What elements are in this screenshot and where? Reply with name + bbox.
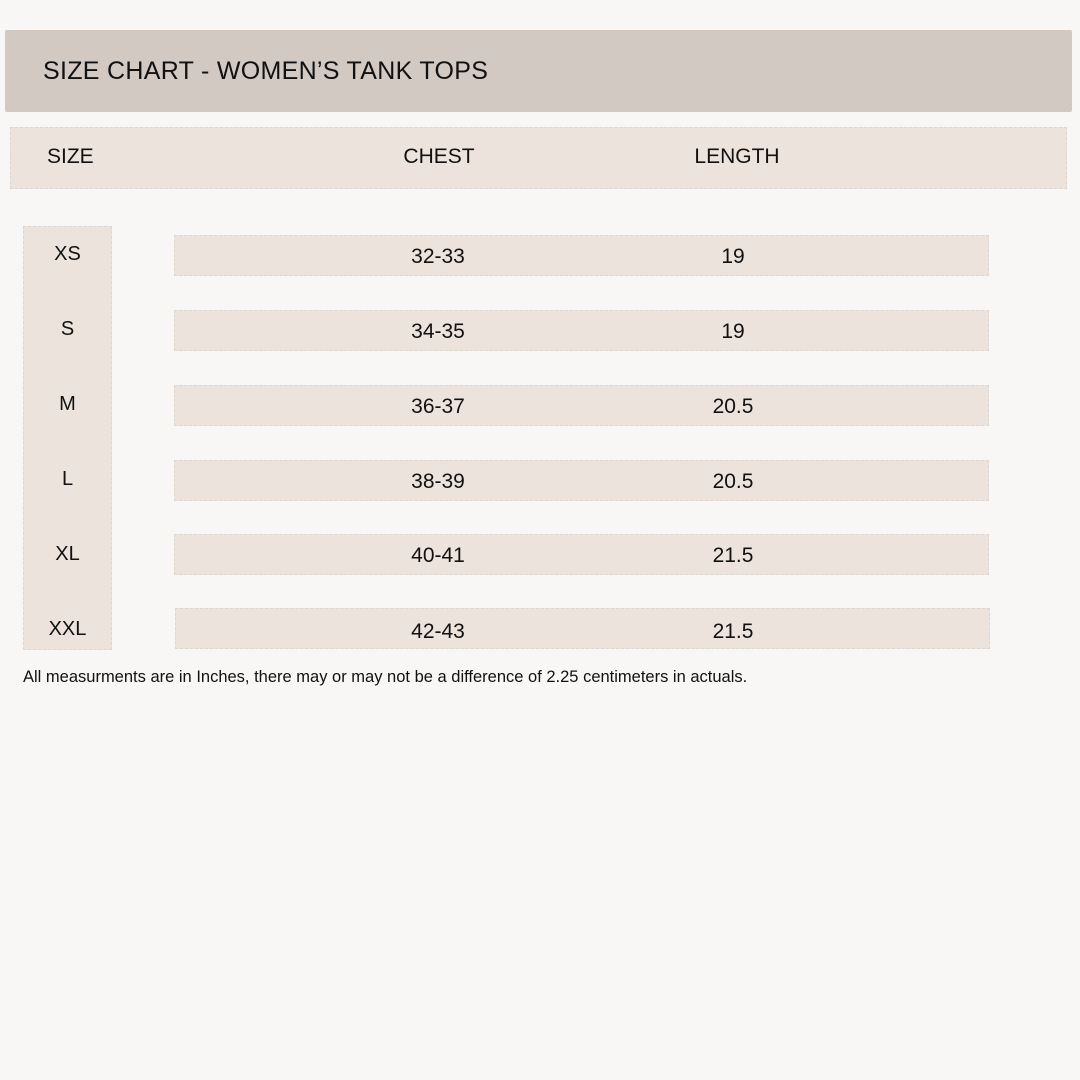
chest-value: 38-39: [411, 470, 465, 493]
chest-value: 36-37: [411, 395, 465, 418]
title-bar: [5, 30, 1072, 112]
size-label: L: [61, 468, 74, 490]
chest-value: 40-41: [411, 544, 465, 567]
header-size: SIZE: [47, 145, 94, 168]
length-value: 19: [721, 320, 745, 343]
page-title: SIZE CHART - WOMEN’S TANK TOPS: [43, 57, 489, 85]
measurement-footnote: All measurments are in Inches, there may or may not be a difference of 2.25 centimeters in actuals.: [23, 668, 748, 686]
table-row: [174, 235, 989, 276]
size-label: M: [59, 393, 76, 415]
length-value: 21.5: [712, 544, 754, 567]
header-length: LENGTH: [694, 145, 780, 168]
length-value: 21.5: [712, 620, 754, 643]
length-value: 20.5: [712, 470, 754, 493]
table-row: [174, 534, 989, 575]
table-row: [175, 608, 990, 649]
header-chest: CHEST: [403, 145, 475, 168]
table-row: [174, 310, 989, 351]
table-header: [10, 127, 1067, 189]
chest-value: 32-33: [411, 245, 465, 268]
size-label: XS: [54, 243, 81, 265]
chest-value: 42-43: [411, 620, 465, 643]
size-label: XL: [55, 543, 80, 565]
size-label: XXL: [48, 618, 87, 640]
length-value: 20.5: [712, 395, 754, 418]
size-column: [23, 226, 112, 650]
table-row: [174, 460, 989, 501]
length-value: 19: [721, 245, 745, 268]
chest-value: 34-35: [411, 320, 465, 343]
table-row: [174, 385, 989, 426]
size-label: S: [60, 318, 75, 340]
